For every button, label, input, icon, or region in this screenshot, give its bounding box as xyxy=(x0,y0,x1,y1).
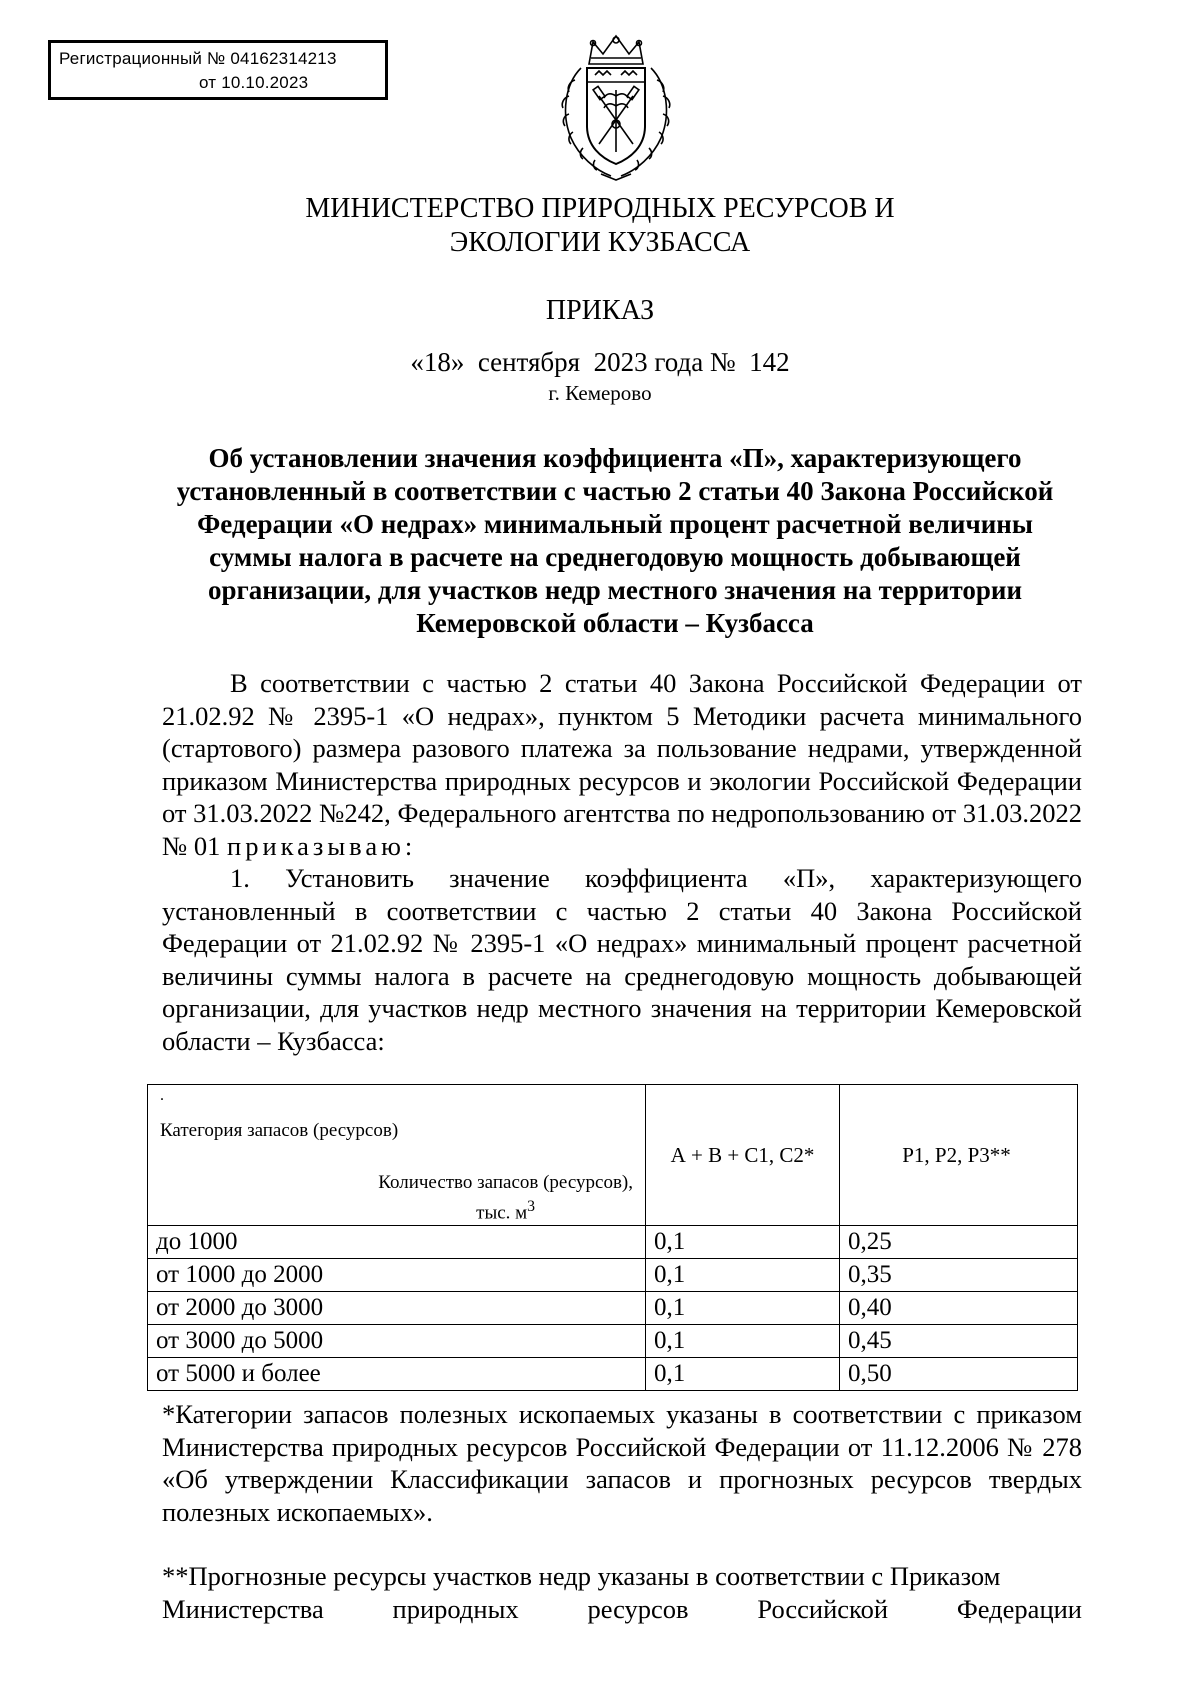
row-range: от 1000 до 2000 xyxy=(148,1259,646,1292)
table-header-row xyxy=(148,1085,1078,1226)
row-p: 0,35 xyxy=(840,1259,1078,1292)
row-p: 0,40 xyxy=(840,1292,1078,1325)
row-abc: 0,1 xyxy=(646,1259,840,1292)
ministry-line-1: МИНИСТЕРСТВО ПРИРОДНЫХ РЕСУРСОВ И xyxy=(305,193,895,224)
footnote-forecast-line-1: **Прогнозные ресурсы участков недр указаны в соответствии с Приказом xyxy=(162,1561,1001,1591)
row-p: 0,25 xyxy=(840,1226,1078,1259)
header-col-p: Р1, Р2, Р3** xyxy=(840,1085,1078,1226)
title-line-5: организации, для участков недр местного значения на территории xyxy=(207,575,1023,605)
table-row xyxy=(148,1325,1078,1358)
header-diagonal-cell xyxy=(148,1085,646,1226)
table-row xyxy=(148,1358,1078,1391)
row-abc: 0,1 xyxy=(646,1226,840,1259)
order-title: ПРИКАЗ xyxy=(545,295,655,326)
table-row xyxy=(148,1226,1078,1259)
table-row xyxy=(148,1259,1078,1292)
header-quantity-unit: тыс. м xyxy=(476,1202,528,1224)
header-dot: . xyxy=(160,1087,164,1104)
title-line-2: установленный в соответствии с частью 2 статьи 40 Закона Российской xyxy=(176,476,1054,506)
footnote-forecast-line-2: Министерства природных ресурсов Российской Федерации xyxy=(162,1593,1082,1624)
table-row xyxy=(148,1292,1078,1325)
ministry-name xyxy=(0,192,1200,260)
row-p: 0,45 xyxy=(840,1325,1078,1358)
row-range: от 3000 до 5000 xyxy=(148,1325,646,1358)
row-abc: 0,1 xyxy=(646,1292,840,1325)
header-quantity-label xyxy=(378,1171,633,1225)
footnote-categories: *Категории запасов полезных ископаемых указаны в соответствии с приказом Министерства природных ресурсов Российской Федерации от 11.12.2006 № 278 «Об утверждении Классификации запасов и прогнозных ресурсов твердых полезных ископаемых». xyxy=(162,1399,1082,1527)
coefficient-table xyxy=(147,1084,1078,1391)
title-line-3: Федерации «О недрах» минимальный процент расчетной величины xyxy=(197,509,1033,539)
header-col-abc: А + В + С1, С2* xyxy=(646,1085,840,1226)
row-range: от 2000 до 3000 xyxy=(148,1292,646,1325)
row-range: от 5000 и более xyxy=(148,1358,646,1391)
row-range: до 1000 xyxy=(148,1226,646,1259)
row-abc: 0,1 xyxy=(646,1358,840,1391)
order-city: г. Кемерово xyxy=(548,381,652,405)
document-title xyxy=(150,442,1080,640)
registration-stamp xyxy=(48,40,388,100)
title-line-6: Кемеровской области – Кузбасса xyxy=(416,608,814,638)
header-quantity-text: Количество запасов (ресурсов), xyxy=(378,1172,633,1193)
registration-date: от 10.10.2023 xyxy=(199,73,309,92)
clause-1-paragraph: 1. Установить значение коэффициента «П», характеризующего установленный в соответствии с частью 2 статьи 40 Закона Российской Федерации от 21.02.92 № 2395-1 «О недрах» минимальный процент расчетной величины суммы налога в расчете на среднегодовую мощность добывающей организации, для участков недр местного значения на территории Кемеровской области – Кузбасса: xyxy=(162,863,1082,1056)
header-category-label: Категория запасов (ресурсов) xyxy=(160,1120,399,1141)
preamble-paragraph xyxy=(162,667,1082,862)
order-date-number: «18» сентября 2023 года № 142 xyxy=(410,347,790,377)
title-line-1: Об установлении значения коэффициента «П», характеризующего xyxy=(208,443,1022,473)
preamble-text: В соответствии с частью 2 статьи 40 Закона Российской Федерации от 21.02.92 № 2395-1 «О недрах», пунктом 5 Методики расчета минимального (стартового) размера разового платежа за пользование недрами, утвержденной приказом Министерства природных ресурсов и экологии Российской Федерации от 31.03.2022 №242, Федерального агентства по недропользованию от 31.03.2022 № 01 xyxy=(162,668,1082,861)
footnote-forecast xyxy=(162,1560,1082,1625)
row-abc: 0,1 xyxy=(646,1325,840,1358)
row-p: 0,50 xyxy=(840,1358,1078,1391)
order-word: приказываю: xyxy=(227,830,417,861)
kuzbass-coat-of-arms-icon xyxy=(555,34,677,184)
registration-number: Регистрационный № 04162314213 xyxy=(59,49,337,68)
ministry-line-2: ЭКОЛОГИИ КУЗБАССА xyxy=(449,227,751,258)
title-line-4: суммы налога в расчете на среднегодовую мощность добывающей xyxy=(209,542,1021,572)
header-quantity-sup: 3 xyxy=(527,1198,536,1215)
